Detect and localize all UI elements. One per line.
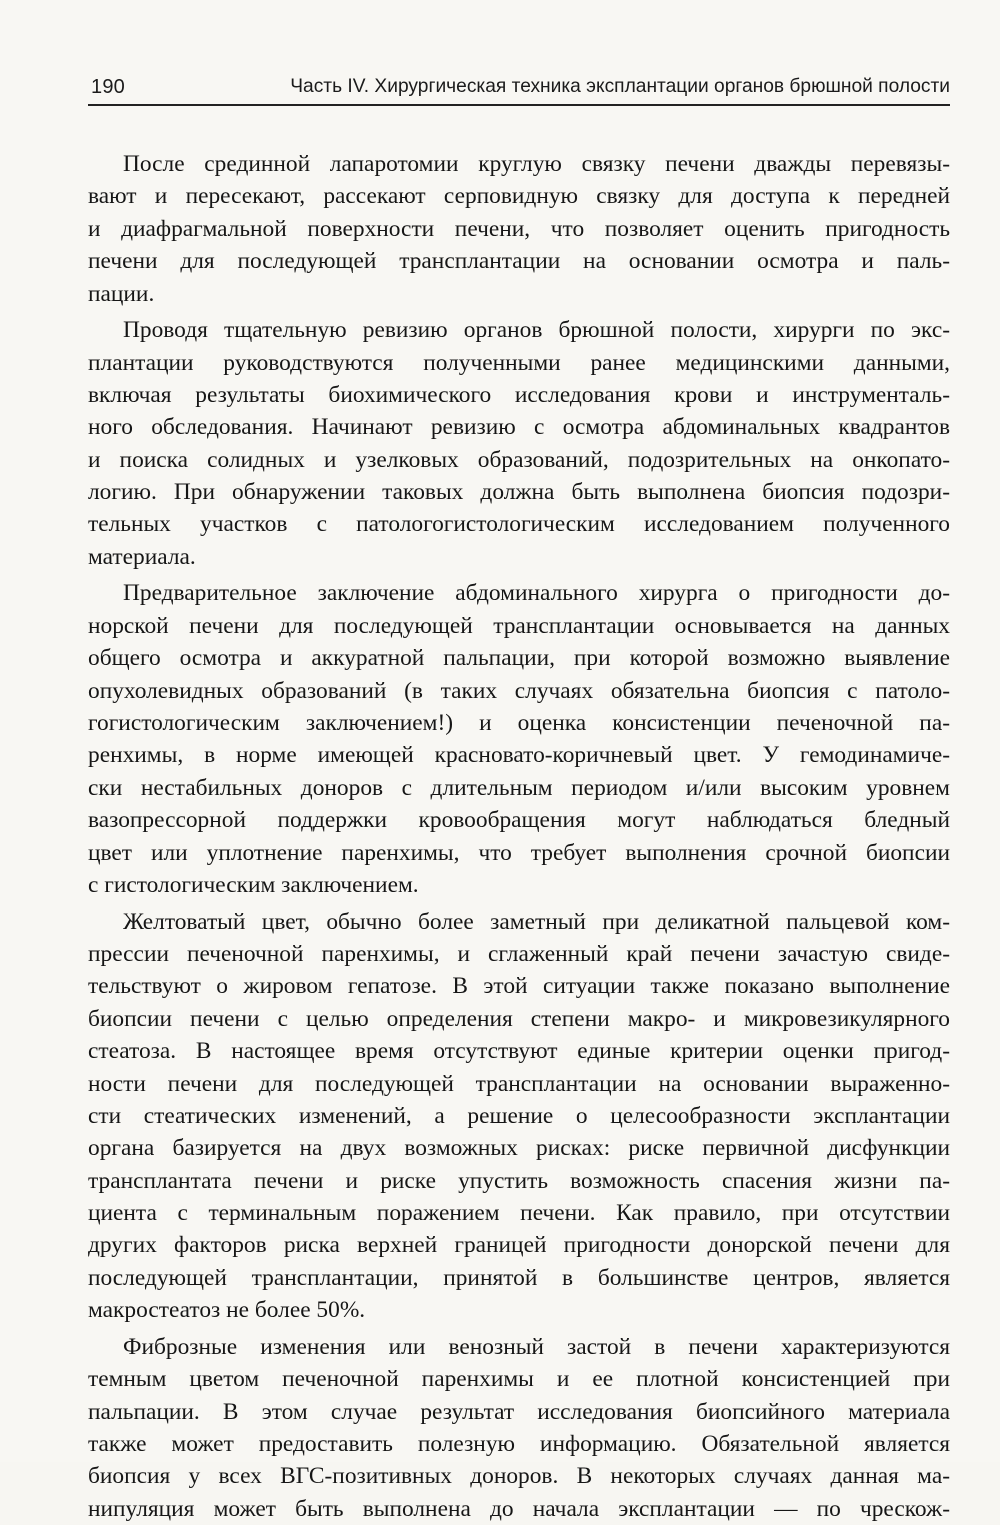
text-line: После срединной лапаротомии круглую связку печени дважды перевязы- bbox=[123, 151, 950, 177]
text-line: пации. bbox=[88, 280, 155, 307]
text-line: макростеатоз не более 50%. bbox=[88, 1297, 366, 1324]
text-line: тельных участков с патологогистологическим исследованием полученного bbox=[88, 511, 950, 538]
text-line: Проводя тщательную ревизию органов брюшной полости, хирурги по экс- bbox=[123, 317, 950, 344]
text-line: Предварительное заключение абдоминального хирурга о пригодности до- bbox=[123, 580, 950, 607]
text-line: ного обследования. Начинают ревизию с осмотра абдоминальных квадрантов bbox=[88, 414, 950, 441]
paragraph bbox=[88, 148, 950, 310]
text-line: ренхимы, в норме имеющей красновато-коричневый цвет. У гемодинамиче- bbox=[88, 742, 950, 769]
text-line: опухолевидных образований (в таких случаях обязательна биопсия с патоло- bbox=[88, 677, 950, 704]
text-line: прессии печеночной паренхимы, и сглаженный край печени зачастую свиде- bbox=[88, 940, 950, 967]
text-line: Фиброзные изменения или венозный застой в печени характеризуются bbox=[123, 1333, 950, 1360]
text-line: общего осмотра и аккуратной пальпации, при которой возможно выявление bbox=[88, 645, 950, 672]
text-line: ности печени для последующей трансплантации на основании выраженно- bbox=[88, 1070, 950, 1097]
text-line: норской печени для последующей трансплантации основывается на данных bbox=[88, 612, 950, 639]
text-line: включая результаты биохимического исследования крови и инструменталь- bbox=[88, 381, 950, 408]
page-number: 190 bbox=[91, 76, 125, 98]
body-text bbox=[88, 148, 950, 1525]
text-line: сти стеатических изменений, а решение о целесообразности эксплантации bbox=[88, 1102, 950, 1129]
text-line: цвет или уплотнение паренхимы, что требует выполнения срочной биопсии bbox=[88, 839, 950, 866]
text-line: и диафрагмальной поверхности печени, что позволяет оценить пригодность bbox=[88, 215, 950, 242]
text-line: биопсии печени с целью определения степени макро- и микровезикулярного bbox=[88, 1005, 950, 1032]
text-line: ски нестабильных доноров с длительным периодом и/или высоким уровнем bbox=[88, 774, 950, 801]
text-line: и поиска солидных и узелковых образований, подозрительных на онкопато- bbox=[88, 446, 950, 473]
text-line: вазопрессорной поддержки кровообращения могут наблюдаться бледный bbox=[88, 807, 950, 834]
text-line: гогистологическим заключением!) и оценка консистенции печеночной па- bbox=[88, 710, 950, 737]
text-line: Желтоватый цвет, обычно более заметный при деликатной пальцевой ком- bbox=[123, 908, 950, 935]
text-line: трансплантата печени и риске упустить возможность спасения жизни па- bbox=[88, 1167, 950, 1194]
text-line: органа базируется на двух возможных рисках: риске первичной дисфункции bbox=[88, 1135, 950, 1162]
text-line: логию. При обнаружении таковых должна быть выполнена биопсия подозри- bbox=[88, 479, 950, 506]
paragraph bbox=[88, 1331, 950, 1525]
text-line: с гистологическим заключением. bbox=[88, 871, 419, 898]
chapter-title: Часть IV. Хирургическая техника эксплантации органов брюшной полости bbox=[290, 76, 950, 97]
text-line: последующей трансплантации, принятой в большинстве центров, является bbox=[88, 1264, 950, 1291]
paragraph bbox=[88, 314, 950, 573]
header-rule bbox=[88, 104, 950, 106]
text-line: печени для последующей трансплантации на основании осмотра и паль- bbox=[88, 248, 950, 275]
text-line: циента с терминальным поражением печени. Как правило, при отсутствии bbox=[88, 1200, 950, 1227]
text-line: темным цветом печеночной паренхимы и ее плотной консистенцией при bbox=[88, 1366, 950, 1393]
running-head bbox=[88, 68, 950, 104]
text-line: биопсия у всех ВГС-позитивных доноров. В некоторых случаях данная ма- bbox=[88, 1463, 950, 1490]
text-line: материала. bbox=[88, 543, 196, 570]
text-line: пальпации. В этом случае результат исследования биопсийного материала bbox=[88, 1398, 950, 1425]
text-line: стеатоза. В настоящее время отсутствуют единые критерии оценки пригод- bbox=[88, 1038, 950, 1065]
paragraph bbox=[88, 577, 950, 901]
text-line: нипуляция может быть выполнена до начала эксплантации — по чрескож- bbox=[88, 1495, 950, 1522]
text-line: вают и пересекают, рассекают серповидную связку для доступа к передней bbox=[88, 183, 950, 210]
text-line: плантации руководствуются полученными ранее медицинскими данными, bbox=[88, 349, 950, 376]
text-line: тельствуют о жировом гепатозе. В этой ситуации также показано выполнение bbox=[88, 973, 950, 1000]
text-line: других факторов риска верхней границей пригодности донорской печени для bbox=[88, 1232, 950, 1259]
text-line: также может предоставить полезную информацию. Обязательной является bbox=[88, 1430, 950, 1457]
paragraph bbox=[88, 906, 950, 1327]
